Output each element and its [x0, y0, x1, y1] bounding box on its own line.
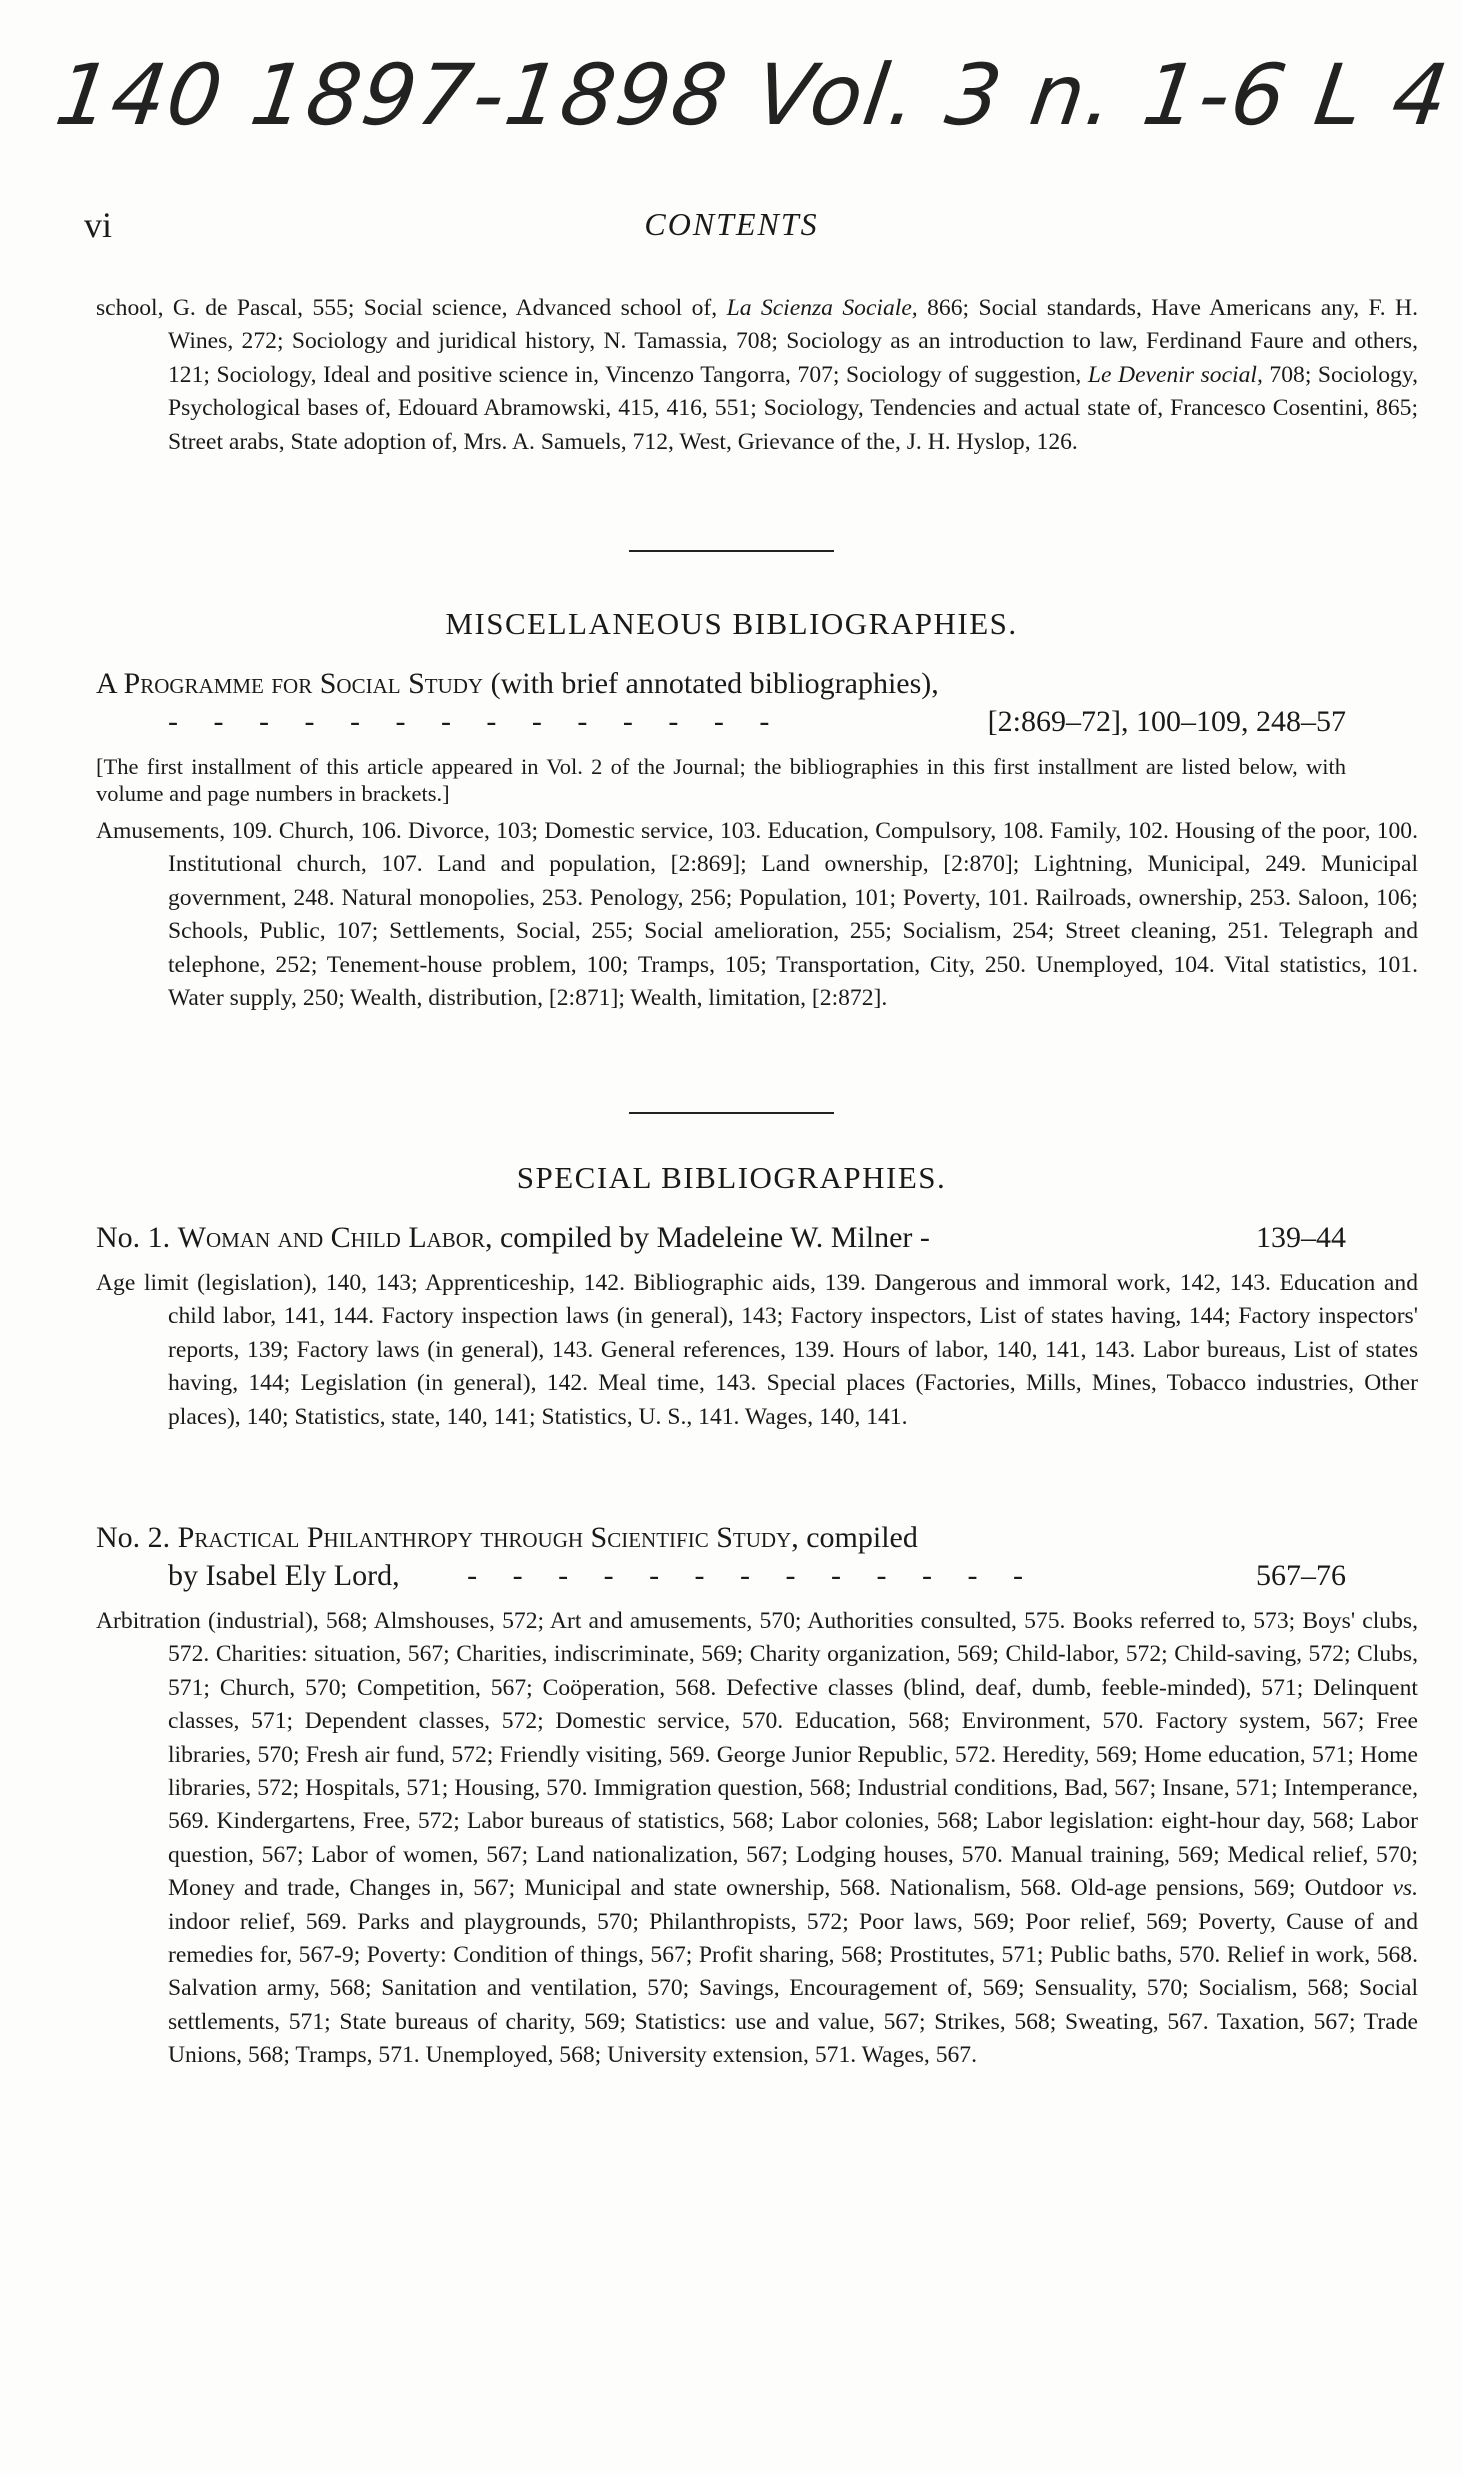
- entry-title-rest: (with brief annotated bibliographies),: [483, 667, 939, 700]
- entry-title: Practical Philanthropy through Scientific Study: [177, 1521, 792, 1554]
- running-head: CONTENTS: [644, 206, 819, 242]
- entry-compiler-name: by Isabel Ely Lord,: [168, 1559, 400, 1592]
- entry-pages: 567–76: [1256, 1559, 1346, 1592]
- index-journal-title: Le Devenir social,: [1087, 361, 1263, 388]
- section-divider: [629, 1112, 834, 1114]
- continued-index: [96, 292, 1418, 459]
- leader-dashes: - - - - - - - - - - - - - -: [168, 705, 784, 738]
- leader-dashes: - - - - - - - - - - - - -: [467, 1559, 1037, 1592]
- misc-bibliographies-heading: MISCELLANEOUS BIBLIOGRAPHIES.: [445, 606, 1018, 641]
- entry-title: A Programme for Social Study: [96, 667, 484, 700]
- special-entry-1-title: [96, 1219, 1346, 1257]
- index-journal-title: La Scienza Sociale,: [726, 295, 918, 321]
- section-divider: [629, 550, 834, 552]
- special-entry-1-index: Age limit (legislation), 140, 143; Apprenticeship, 142. Bibliographic aids, 139. Dangerous and immoral work, 142, 143. Education and child labor, 141, 144. Factory inspection laws (in general), 143; Factory inspectors, List of states having, 144; Factory inspectors' reports, 139; Factory laws (in general), 143. General references, 139. Hours of labor, 140, 141, 143. Labor bureaus, List of states having, 144; Legislation (in general), 142. Meal time, 143. Special places (Factories, Mills, Mines, Tobacco industries, Other places), 140; Statistics, state, 140, 141; Statistics, U. S., 141. Wages, 140, 141.: [96, 1270, 1418, 1430]
- special-entry-2-title: [96, 1519, 1346, 1557]
- programme-entry-pages-line: [168, 703, 1346, 741]
- entry-compiler: , compiled by Madeleine W. Milner -: [484, 1221, 930, 1254]
- special-entry-2-index: [96, 1605, 1418, 2073]
- index-text: indoor relief, 569. Parks and playgrounds, 570; Philanthropists, 572; Poor laws, 569; Poor relief, 569; Poverty, Cause of and remedies for, 567-9; Poverty: Condition of things, 567; Profit sharing, 568; Prostitutes, 571; Public baths, 570. Relief in work, 568. Salvation army, 568; Sanitation and ventilation, 570; Savings, Encouragement of, 569; Sensuality, 570; Socialism, 568; Social settlements, 571; State bureaus of charity, 569; Statistics: use and value, 567; Strikes, 568; Sweating, 567. Taxation, 567; Trade Unions, 568; Tramps, 571. Unemployed, 568; University extension, 571. Wages, 567.: [168, 1908, 1418, 2069]
- programme-entry-title: [96, 665, 1346, 703]
- entry-title: Woman and Child Labor: [177, 1221, 485, 1254]
- index-italic: vs.: [1392, 1875, 1418, 1902]
- index-text: 708; Sociology, Psychological bases of, Edouard Abramowski, 415, 416, 551; Sociology, Tendencies and actual state of, Francesco Cosentini, 865; Street arabs, State adoption of, Mrs. A. Samuels, 712, West, Grievance of the, J. H. Hyslop, 126.: [168, 361, 1418, 455]
- special-bibliographies-heading: SPECIAL BIBLIOGRAPHIES.: [516, 1160, 947, 1195]
- programme-index: Amusements, 109. Church, 106. Divorce, 103; Domestic service, 103. Education, Compulsory, 108. Family, 102. Housing of the poor, 100. Institutional church, 107. Land and population, [2:869]; Land ownership, [2:870]; Lightning, Municipal, 249. Municipal government, 248. Natural monopolies, 253. Penology, 256; Population, 101; Poverty, 101. Railroads, ownership, 253. Saloon, 106; Schools, Public, 107; Settlements, Social, 255; Social amelioration, 255; Socialism, 254; Street cleaning, 251. Telegraph and telephone, 252; Tenement-house problem, 100; Tramps, 105; Transportation, City, 250. Unemployed, 104. Vital statistics, 101. Water supply, 250; Wealth, distribution, [2:871]; Wealth, limitation, [2:872].: [96, 818, 1418, 1012]
- page-number: vi: [84, 205, 113, 245]
- entry-number: No. 1.: [96, 1221, 171, 1254]
- entry-compiler: , compiled: [791, 1521, 918, 1554]
- handwritten-call-number: 140 1897-1898 Vol. 3 n. 1-6 L 4: [49, 46, 1456, 144]
- entry-pages: 139–44: [1256, 1221, 1346, 1254]
- index-text: 866; Social standards, Have Americans any, F. H. Wines, 272; Sociology and juridical history, N. Tamassia, 708; Sociology as an introduction to law, Ferdinand Faure and others, 121; Sociology, Ideal and positive science in, Vincenzo Tangorra, 707; Sociology of suggestion,: [168, 295, 1418, 388]
- index-text: Arbitration (industrial), 568; Almshouses, 572; Art and amusements, 570; Authorities consulted, 575. Books referred to, 573; Boys' clubs, 572. Charities: situation, 567; Charities, indiscriminate, 569; Charity organization, 569; Child-labor, 572; Child-saving, 572; Clubs, 571; Church, 570; Competition, 567; Coöperation, 568. Defective classes (blind, deaf, dumb, feeble-minded), 571; Delinquent classes, 571; Dependent classes, 572; Domestic service, 570. Education, 568; Environment, 570. Factory system, 567; Free libraries, 570; Fresh air fund, 572; Friendly visiting, 569. George Junior Republic, 572. Heredity, 569; Home education, 571; Home libraries, 572; Hospitals, 571; Housing, 570. Immigration question, 568; Industrial conditions, Bad, 567; Insane, 571; Intemperance, 569. Kindergartens, Free, 572; Labor bureaus of statistics, 568; Labor colonies, 568; Labor legislation: eight-hour day, 568; Labor question, 567; Labor of women, 567; Land nationalization, 567; Lodging houses, 570. Manual training, 569; Medical relief, 570; Money and trade, Changes in, 567; Municipal and state ownership, 568. Nationalism, 568. Old-age pensions, 569; Outdoor: [96, 1608, 1418, 1902]
- programme-note: [The first installment of this article appeared in Vol. 2 of the Journal; the bibliographies in this first installment are listed below, with volume and page numbers in brackets.]: [96, 754, 1346, 806]
- index-text: school, G. de Pascal, 555; Social science, Advanced school of,: [96, 295, 727, 321]
- special-entry-2-line2: [168, 1557, 1346, 1595]
- entry-number: No. 2.: [96, 1521, 171, 1554]
- entry-pages: [2:869–72], 100–109, 248–57: [987, 705, 1346, 738]
